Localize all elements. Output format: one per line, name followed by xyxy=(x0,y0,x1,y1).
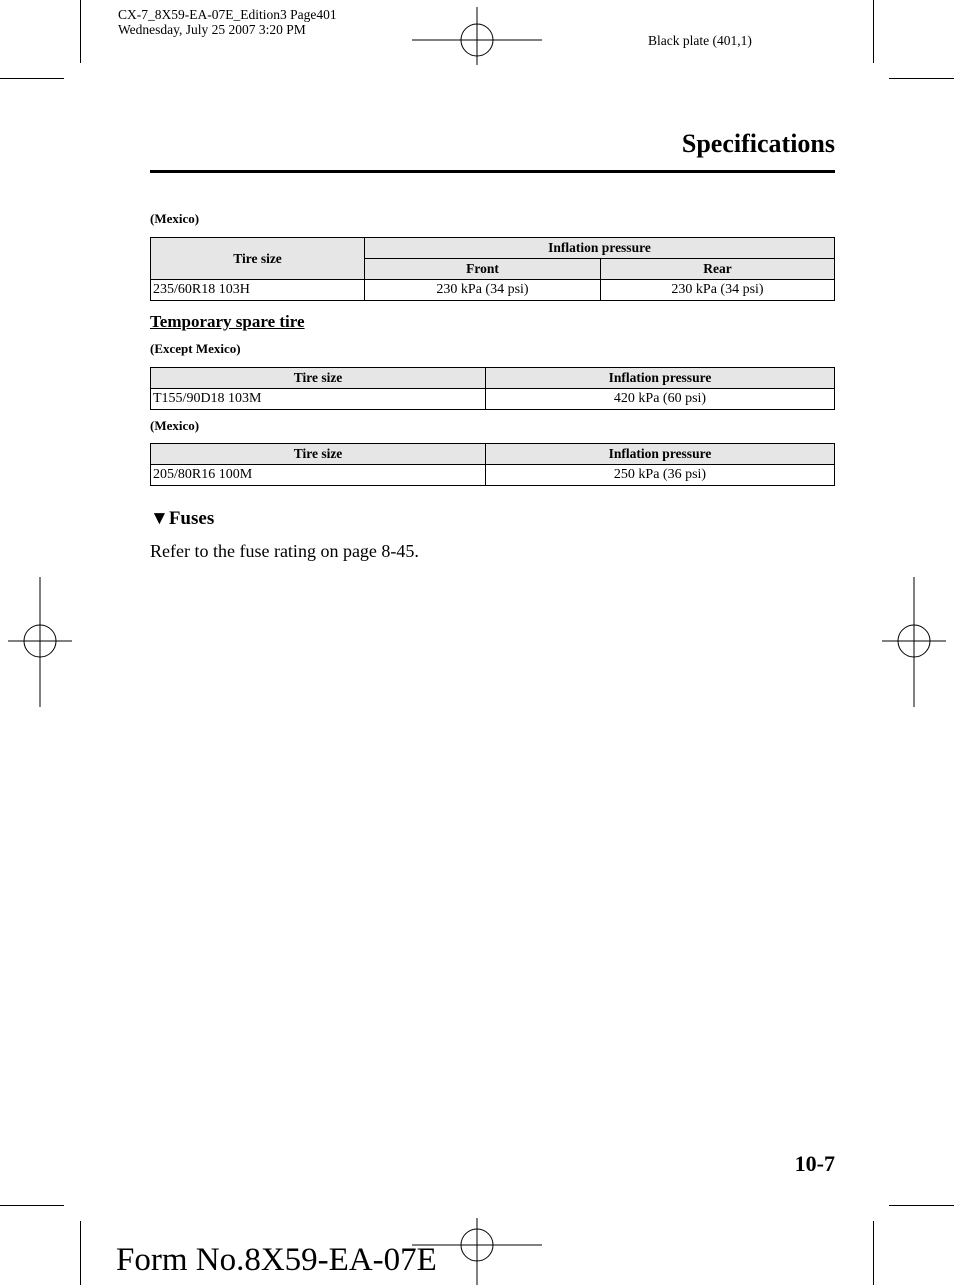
registration-mark-left xyxy=(8,577,72,707)
cell-front-pressure: 230 kPa (34 psi) xyxy=(365,280,601,301)
print-header xyxy=(118,7,337,37)
table-header-row xyxy=(151,444,835,465)
cell-rear-pressure: 230 kPa (34 psi) xyxy=(601,280,835,301)
crop-mark xyxy=(873,0,874,63)
cell-tire-size: 205/80R16 100M xyxy=(151,465,486,486)
header-rear: Rear xyxy=(601,259,835,280)
header-tire-size: Tire size xyxy=(151,368,486,389)
crop-mark xyxy=(873,1221,874,1285)
region-label-mexico: (Mexico) xyxy=(150,211,200,226)
spare-tire-table-mexico xyxy=(150,443,835,486)
fuses-heading xyxy=(150,508,214,530)
cell-tire-size: T155/90D18 103M xyxy=(151,389,486,410)
crop-mark xyxy=(0,78,64,79)
region-label-mexico-spare: (Mexico) xyxy=(150,418,200,433)
cell-pressure: 420 kPa (60 psi) xyxy=(486,389,835,410)
header-inflation-pressure: Inflation pressure xyxy=(486,368,835,389)
form-number: Form No.8X59-EA-07E xyxy=(116,1242,437,1278)
registration-mark-right xyxy=(882,577,946,707)
triangle-down-icon: ▼ xyxy=(150,508,169,529)
tire-pressure-table-mexico xyxy=(150,237,835,301)
table-header-row xyxy=(151,238,835,259)
temporary-spare-heading: Temporary spare tire xyxy=(150,312,305,331)
cell-pressure: 250 kPa (36 psi) xyxy=(486,465,835,486)
spare-tire-table-except-mexico xyxy=(150,367,835,410)
crop-mark xyxy=(889,78,954,79)
page-title: Specifications xyxy=(681,129,835,158)
cell-tire-size: 235/60R18 103H xyxy=(151,280,365,301)
crop-mark xyxy=(80,1221,81,1285)
black-plate-label: Black plate (401,1) xyxy=(648,33,752,48)
table-row xyxy=(151,465,835,486)
crop-mark xyxy=(889,1205,954,1206)
registration-mark-top xyxy=(412,7,542,65)
print-header-date: Wednesday, July 25 2007 3:20 PM xyxy=(118,22,306,37)
header-inflation-pressure: Inflation pressure xyxy=(486,444,835,465)
title-rule xyxy=(150,170,835,173)
header-inflation-pressure: Inflation pressure xyxy=(365,238,835,259)
header-tire-size: Tire size xyxy=(151,444,486,465)
fuses-body-text: Refer to the fuse rating on page 8-45. xyxy=(150,541,419,561)
table-row xyxy=(151,389,835,410)
region-label-except-mexico: (Except Mexico) xyxy=(150,341,241,356)
header-tire-size: Tire size xyxy=(151,238,365,280)
table-header-row xyxy=(151,368,835,389)
page-number: 10-7 xyxy=(794,1151,835,1176)
header-front: Front xyxy=(365,259,601,280)
crop-mark xyxy=(0,1205,64,1206)
crop-mark xyxy=(80,0,81,63)
print-header-file: CX-7_8X59-EA-07E_Edition3 Page401 xyxy=(118,7,337,22)
fuses-heading-text: Fuses xyxy=(168,508,215,529)
table-row xyxy=(151,280,835,301)
